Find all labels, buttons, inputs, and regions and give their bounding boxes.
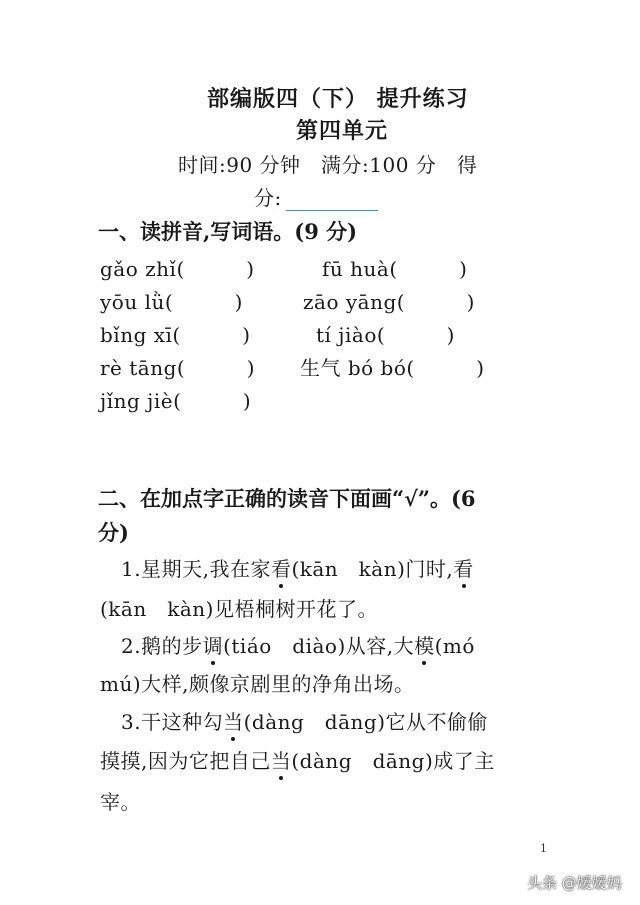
section-2-heading-line2: 分) [98, 520, 129, 545]
section-2-heading-line1: 二、在加点字正确的读音下面画“√”。(6 [98, 486, 476, 511]
question-3-line1: 3.干这种勾当(dàng dāng)它从不偷偷 [121, 706, 488, 735]
score-line [254, 182, 378, 211]
pinyin-item-8: 生气 bó bó( ) [300, 356, 485, 380]
score-blank [286, 188, 378, 211]
dotted-char: 看 [271, 553, 292, 582]
pinyin-item-1: gǎo zhǐ( ) [100, 257, 255, 281]
watermark-text: 头条 @嫒嫒妈 [527, 874, 622, 892]
pinyin-item-5: bǐng xī( ) [100, 323, 251, 347]
pinyin-item-2: fū huà( ) [322, 257, 468, 281]
question-2-line1: 2.鹅的步调(tiáo diào)从容,大模(mó [121, 630, 475, 659]
pinyin-item-4: zāo yāng( ) [303, 290, 475, 314]
page-number: 1 [540, 842, 547, 855]
pinyin-item-9: jǐng jiè( ) [100, 389, 252, 413]
dotted-char: 看 [453, 553, 474, 582]
section-1-heading: 一、读拼音,写词语。(9 分) [98, 219, 358, 244]
question-1-line1: 1.星期天,我在家看(kān kàn)门时,看 [121, 553, 474, 582]
score-label: 分: [254, 186, 282, 210]
dotted-char: 模 [414, 630, 435, 659]
question-1-line2: (kān kàn)见梧桐树开花了。 [100, 597, 378, 621]
dotted-char: 当 [271, 745, 292, 774]
question-3-line2: 摸摸,因为它把自己当(dàng dāng)成了主 [100, 745, 495, 774]
exam-info: 时间:90 分钟 满分:100 分 得 [178, 153, 478, 177]
pinyin-item-3: yōu lǜ( ) [100, 290, 243, 314]
pinyin-item-7: rè tāng( ) [100, 356, 256, 380]
question-2-line2: mú)大样,颇像京剧里的净角出场。 [100, 672, 415, 696]
question-3-line3: 宰。 [100, 790, 141, 814]
pinyin-item-6: tí jiào( ) [316, 323, 455, 347]
worksheet-title: 部编版四（下） 提升练习 [207, 86, 469, 112]
dotted-char: 调 [203, 630, 224, 659]
dotted-char: 当 [223, 706, 244, 735]
unit-title: 第四单元 [296, 118, 389, 144]
